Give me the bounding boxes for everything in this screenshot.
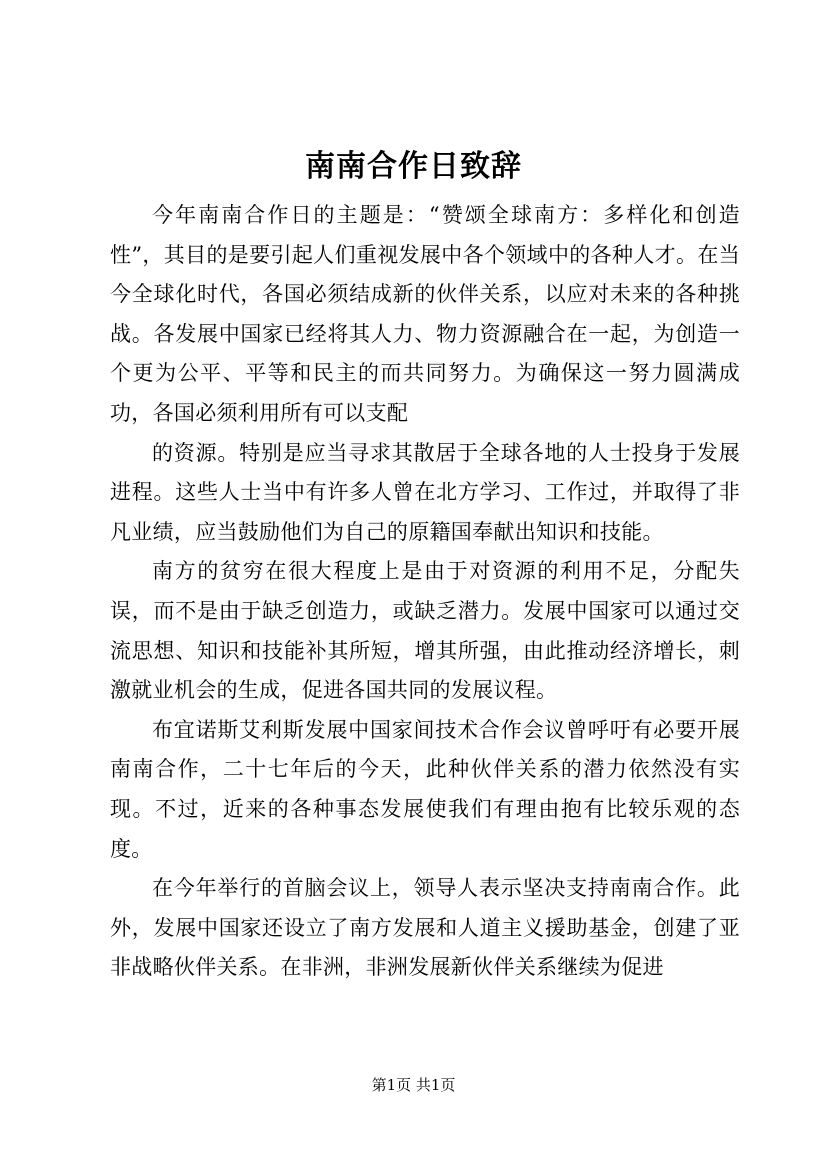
paragraph: 布宜诺斯艾利斯发展中国家间技术合作会议曾呼吁有必要开展南南合作，二十七年后的今天，此种伙伴关系的潜力依然没有实现。不过，近来的各种事态发展使我们有理由抱有比较乐观的态度。 [110,717,740,861]
paragraph: 今年南南合作日的主题是：“赞颂全球南方：多样化和创造性”，其目的是要引起人们重视发展中各个领域中的各种人才。在当今全球化时代，各国必须结成新的伙伴关系，以应对未来的各种挑战。各发展中国家已经将其人力、物力资源融合在一起，为创造一个更为公平、平等和民主的而共同努力。为确保这一努力圆满成功，各国必须利用所有可以支配 [110,203,740,425]
paragraph: 南方的贫穷在很大程度上是由于对资源的利用不足，分配失误，而不是由于缺乏创造力，或缺乏潜力。发展中国家可以通过交流思想、知识和技能补其所短，增其所强，由此推动经济增长，刺激就业机会的生成，促进各国共同的发展议程。 [110,559,740,703]
document-title: 南南合作日致辞 [305,149,522,184]
page-footer: 第1页 共1页 [371,1076,456,1094]
document-body [110,196,740,988]
paragraph: 在今年举行的首脑会议上，领导人表示坚决支持南南合作。此外，发展中国家还设立了南方发展和人道主义援助基金，创建了亚非战略伙伴关系。在非洲，非洲发展新伙伴关系继续为促进 [110,876,740,980]
paragraph: 的资源。特别是应当寻求其散居于全球各地的人士投身于发展进程。这些人士当中有许多人曾在北方学习、工作过，并取得了非凡业绩，应当鼓励他们为自己的原籍国奉献出知识和技能。 [110,440,740,544]
